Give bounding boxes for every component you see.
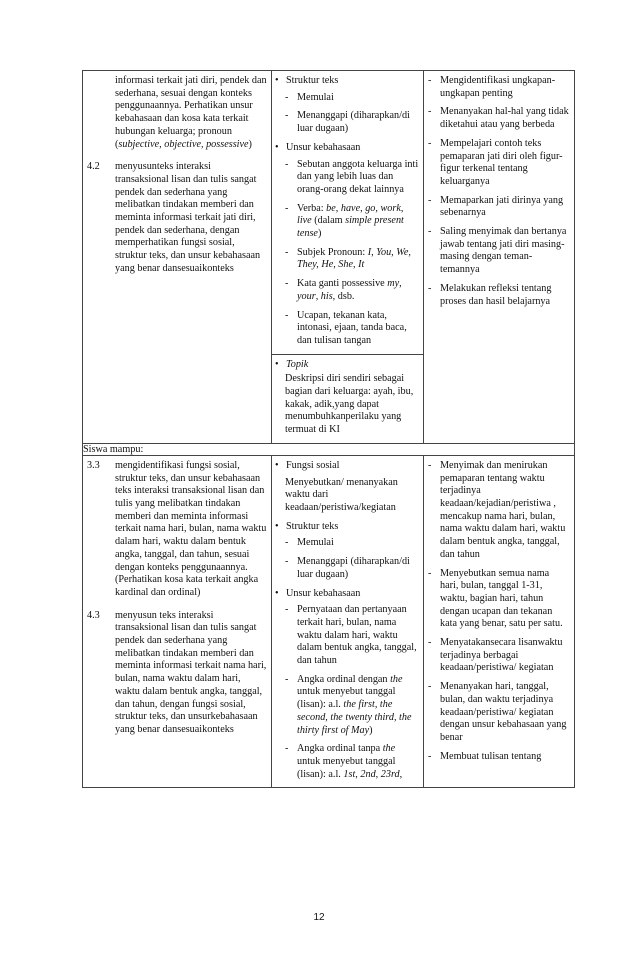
- activity-item: - Mengidentifikasi ungkapan-ungkapan penting: [428, 75, 556, 99]
- list-item: - Memulai: [285, 91, 334, 103]
- siswa-mampu: Siswa mampu:: [83, 443, 575, 455]
- list-item: - Verba: be, have, go, work, live (dalam simple present tense): [285, 202, 404, 240]
- bullet-icon: •: [275, 75, 279, 86]
- kd-item: 4.3 menyusun teks interaksi transaksional lisan dan tulis sangat pendek dan sederhana yang melibatkan tindakan memberi dan meminta informasi terkait nama hari, bulan, nama waktu dalam hari, waktu dalam bentuk angka, tanggal, dan tahun, dengan fungsi sosial, struktur teks, dan unsurkebahasaan yang benar dansesuaikonteks: [87, 609, 267, 735]
- table-row: [83, 443, 575, 455]
- bullet-fungsi: • Fungsi sosial: [272, 460, 423, 473]
- curriculum-table: [82, 70, 575, 788]
- activity-item: - Menyimak dan menirukan pemaparan tentang waktu terjadinya keadaan/kejadian/peristiwa , mencakup nama hari, bulan, nama waktu dalam hari, waktu dalam bentuk angka, tanggal, dan tahun: [428, 459, 566, 560]
- topik-text: Deskripsi diri sendiri sebagai bagian dari keluarga: ayah, ibu, kakak, adik,yang dapat menumbuhkanperilaku yang termuat di KI: [285, 373, 414, 436]
- fungsi-text: Menyebutkan/ menanyakan waktu dari keadaan/peristiwa/kegiatan: [285, 476, 398, 513]
- bullet-topik: • Topik: [272, 359, 423, 372]
- kd-cell: [83, 455, 272, 787]
- materi-cell: [272, 455, 424, 787]
- list-item: - Menanggapi (diharapkan/di luar dugaan): [285, 556, 410, 580]
- bullet-icon: •: [275, 459, 279, 471]
- list-item: - Kata ganti possessive my, your, his, dsb.: [285, 278, 402, 302]
- list-item: - Subjek Pronoun: I, You, We, They, He, She, It: [285, 246, 411, 271]
- activity-item: - Membuat tulisan tentang: [428, 750, 542, 762]
- activity-item: - Memaparkan jati dirinya yang sebenarnya: [428, 194, 564, 219]
- bullet-icon: •: [275, 520, 279, 532]
- list-item: - Angka ordinal tanpa the untuk menyebut tanggal (lisan): a.l. 1st, 2nd, 23rd,: [285, 743, 403, 780]
- bullet-unsur: • Unsur kebahasaan: [272, 142, 423, 155]
- activity-item: - Melakukan refleksi tentang proses dan hasil belajarnya: [428, 282, 552, 307]
- list-item: - Menanggapi (diharapkan/di luar dugaan): [285, 110, 410, 135]
- materi-cell: [272, 71, 424, 444]
- activity-item: - Saling menyimak dan bertanya jawab tentang jati diri masing-masing dengan teman-temannya: [428, 226, 567, 276]
- page-number: 12: [313, 912, 325, 923]
- activity-item: - Mempelajari contoh teks pemaparan jati diri oleh figur-figur terkenal tentang keluarganya: [428, 137, 563, 187]
- kd-item: 4.2 menyusunteks interaksi transaksional lisan dan tulis sangat pendek dan sederhana yang melibatkan tindakan memberi dan meminta informasi terkait jati diri, pendek dan sederhana, dengan memperhatikan fungsi sosial, struktur teks, dan unsur kebahasaan yang benar dansesuaikonteks: [87, 161, 261, 274]
- kd-cell: [83, 71, 272, 444]
- kd-item: informasi terkait jati diri, pendek dan sederhana, sesuai dengan konteks penggunaannya. Perhatikan unsur kebahasaan dan kosa kata terkait hubungan keluarga; pronoun (subjective, objective, possessive): [115, 75, 267, 150]
- kegiatan-cell: [424, 71, 575, 444]
- list-item: - Sebutan anggota keluarga inti dan yang lebih luas dan orang-orang dekat lainnya: [285, 158, 419, 195]
- table-row: [83, 455, 575, 787]
- table-row: [83, 71, 575, 444]
- activity-item: - Menyatakansecara lisanwaktu terjadinya berbagai keadaan/peristiwa/ kegiatan: [428, 637, 563, 674]
- bullet-icon: •: [275, 587, 279, 599]
- kegiatan-cell: [424, 455, 575, 787]
- bullet-icon: •: [275, 358, 279, 370]
- list-item: - Ucapan, tekanan kata, intonasi, ejaan, tanda baca, dan tulisan tangan: [285, 309, 407, 346]
- list-item: - Memulai: [285, 537, 334, 549]
- list-item: - Pernyataan dan pertanyaan terkait hari, bulan, nama waktu dalam hari, waktu dalam bentuk angka, tanggal, dan tahun: [285, 604, 417, 667]
- bullet-icon: •: [275, 141, 279, 153]
- list-item: - Angka ordinal dengan the untuk menyebut tanggal (lisan): a.l. the first, the second, the twenty third, the thirty first of May): [285, 673, 412, 736]
- activity-item: - Menanyakan hari, tanggal, bulan, dan waktu terjadinya keadaan/peristiwa/ kegiatan dengan unsur kebahasaan yang benar: [428, 681, 567, 743]
- activity-item: - Menyebutkan semua nama hari, bulan, tanggal 1-31, waktu, bagian hari, tahun dengan ucapan dan tekanan kata yang benar, satu per satu.: [428, 567, 563, 630]
- kd-item: 3.3 mengidentifikasi fungsi sosial, struktur teks, dan unsur kebahasaan teks interaksi transaksional lisan dan tulis yang melibatkan tindakan memberi dan meminta informasi terkait nama hari, bulan, nama waktu dalam hari, waktu dalam bentuk angka, tanggal, dan tahun, sesuai dengan konteks penggunaannya. (Perhatikan kosa kata terkait angka kardinal dan ordinal): [87, 459, 267, 598]
- bullet-struktur: • Struktur teks: [272, 521, 423, 534]
- bullet-unsur: • Unsur kebahasaan: [272, 588, 423, 601]
- activity-item: - Menanyakan hal-hal yang tidak diketahui atau yang berbeda: [428, 106, 569, 131]
- bullet-struktur: • Struktur teks: [272, 75, 423, 88]
